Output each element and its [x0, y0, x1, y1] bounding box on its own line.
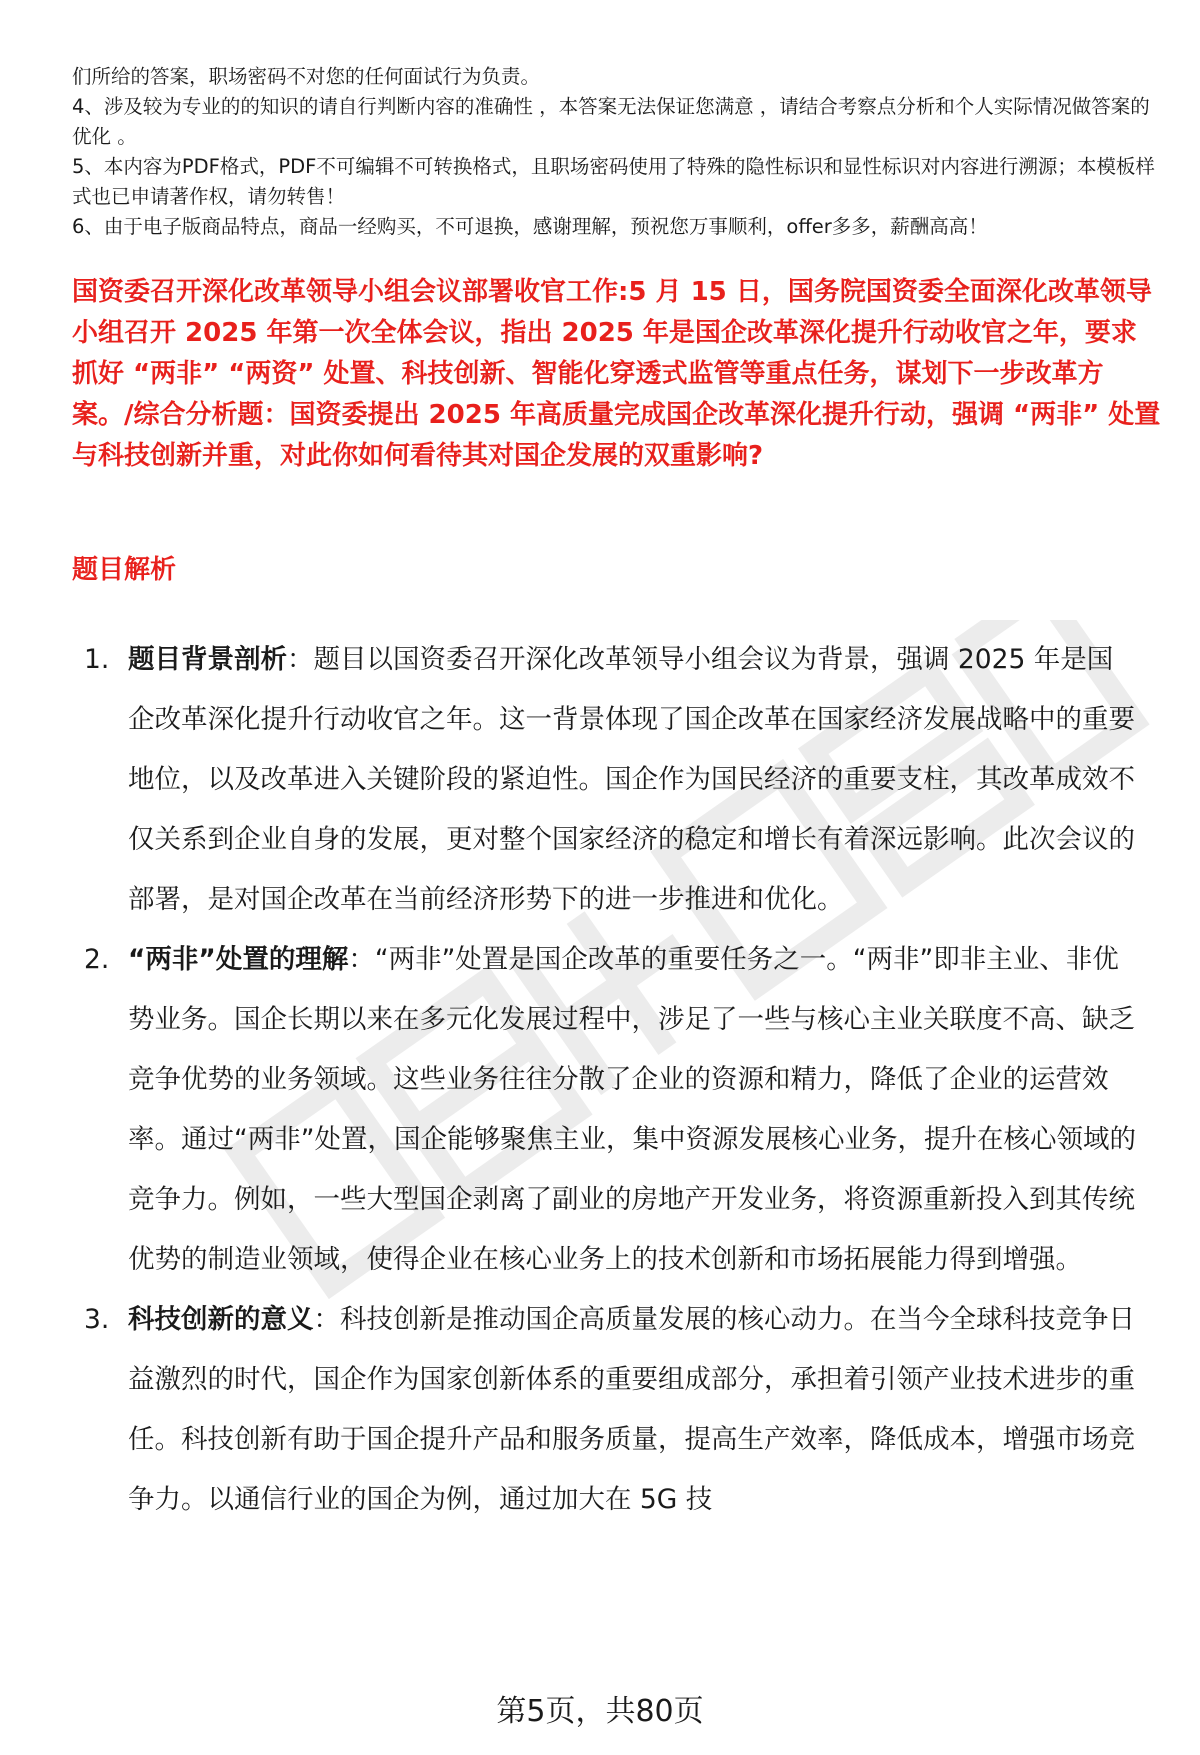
item-number: 1.: [84, 644, 110, 675]
item-number: 3.: [84, 1304, 110, 1335]
disclaimer-line: 5、本内容为PDF格式，PDF不可编辑不可转换格式，且职场密码使用了特殊的隐性标识和显性标识对内容进行溯源；本模板样式也已申请著作权，请勿转售！: [72, 155, 1155, 208]
disclaimer-line: 4、涉及较为专业的的知识的请自行判断内容的准确性 ，本答案无法保证您满意 ，请结合考察点分析和个人实际情况做答案的优化 。: [72, 95, 1150, 148]
item-number: 2.: [84, 944, 110, 975]
item-separator: ：: [287, 644, 314, 675]
item-separator: ：: [348, 944, 375, 975]
question-text: 国资委召开深化改革领导小组会议部署收官工作:5 月 15 日，国务院国资委全面深化改革领导小组召开 2025 年第一次全体会议，指出 2025 年是国企改革深化提升行动收官之年，要求抓好 “两非” “两资” 处置、科技创新、智能化穿透式监管等重点任务，谋划下一步改革方案。/综合分析题：国资委提出 2025 年高质量完成国企改革深化提升行动，强调 “两非” 处置与科技创新并重，对此你如何看待其对国企发展的双重影响?: [72, 277, 1161, 471]
item-title: “两非”处置的理解: [128, 944, 349, 975]
item-body: 科技创新是推动国企高质量发展的核心动力。在当今全球科技竞争日益激烈的时代，国企作为国家创新体系的重要组成部分，承担着引领产业技术进步的重任。科技创新有助于国企提升产品和服务质量，提高生产效率，降低成本，增强市场竞争力。以通信行业的国企为例，通过加大在 5G 技: [128, 1304, 1135, 1515]
analysis-heading: 题目解析: [72, 555, 177, 585]
analysis-item: [0, 930, 1138, 1290]
analysis-list: [0, 630, 1200, 1530]
disclaimer-line: 6、由于电子版商品特点，商品一经购买，不可退换，感谢理解，预祝您万事顺利，offer多多，薪酬高高！: [72, 215, 988, 238]
item-body: 题目以国资委召开深化改革领导小组会议为背景，强调 2025 年是国企改革深化提升行动收官之年。这一背景体现了国企改革在国家经济发展战略中的重要地位，以及改革进入关键阶段的紧迫性。国企作为国民经济的重要支柱，其改革成效不仅关系到企业自身的发展，更对整个国家经济的稳定和增长有着深远影响。此次会议的部署，是对国企改革在当前经济形势下的进一步推进和优化。: [128, 644, 1135, 915]
disclaimer-block: [72, 62, 1162, 242]
analysis-item: [0, 630, 1138, 930]
analysis-item: [0, 1290, 1138, 1530]
disclaimer-line: 们所给的答案，职场密码不对您的任何面试行为负责。: [72, 65, 541, 88]
item-body: “两非”处置是国企改革的重要任务之一。“两非”即非主业、非优势业务。国企长期以来在多元化发展过程中，涉足了一些与核心主业关联度不高、缺乏竞争优势的业务领域。这些业务往往分散了企业的资源和精力，降低了企业的运营效率。通过“两非”处置，国企能够聚焦主业，集中资源发展核心业务，提升在核心领域的竞争力。例如，一些大型国企剥离了副业的房地产开发业务，将资源重新投入到其传统优势的制造业领域，使得企业在核心业务上的技术创新和市场拓展能力得到增强。: [128, 944, 1136, 1275]
item-title: 科技创新的意义: [128, 1304, 314, 1335]
item-title: 题目背景剖析: [128, 644, 287, 675]
page-footer: 第5页，共80页: [496, 1694, 704, 1729]
item-separator: ：: [313, 1304, 340, 1335]
